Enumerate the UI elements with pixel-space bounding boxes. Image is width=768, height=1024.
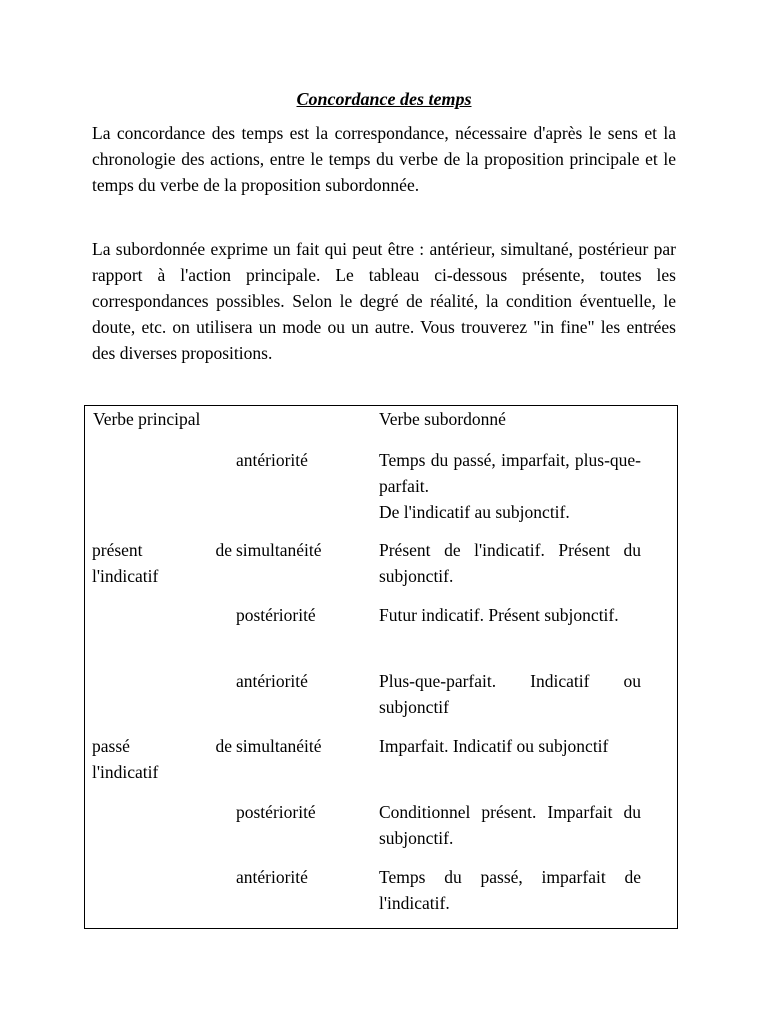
relation-label: simultanéité — [236, 736, 322, 756]
explanation-paragraph: La subordonnée exprime un fait qui peut être : antérieur, simultané, postérieur par rapport à l'action principale. Le tableau ci-dessous présente, toutes les correspondances possibles. Selon le degré de réalité, la condition éventuelle, le doute, etc. on utilisera un mode ou un autre. Vous trouverez "in fine" les entrées des diverses propositions. — [92, 239, 676, 363]
main-verb-line: l'indicatif — [92, 566, 159, 586]
relation-label: postériorité — [236, 605, 316, 625]
main-verb-line: présent de — [92, 540, 232, 560]
subordinate-tense — [379, 447, 641, 525]
page-title: Concordance des temps — [296, 89, 472, 109]
main-verb-line: passé de — [92, 736, 232, 756]
main-verb-line: l'indicatif — [92, 762, 159, 782]
subordinate-tense: Plus-que-parfait. Indicatif ou subjonctif — [379, 671, 641, 717]
intro-paragraph: La concordance des temps est la correspondance, nécessaire d'après le sens et la chronologie des actions, entre le temps du verbe de la proposition principale et le temps du verbe de la proposition subordonnée. — [92, 123, 676, 195]
concordance-table — [84, 405, 678, 929]
header-subordinate-verb: Verbe subordonné — [379, 409, 506, 429]
subordinate-tense-text: Temps du passé, imparfait, plus-que-parfait. — [379, 450, 641, 496]
subordinate-tense-note: De l'indicatif au subjonctif. — [379, 502, 570, 522]
header-main-verb: Verbe principal — [93, 409, 201, 429]
subordinate-tense: Temps du passé, imparfait de l'indicatif. — [379, 867, 641, 913]
relation-label: simultanéité — [236, 540, 322, 560]
main-verb-past — [92, 733, 232, 785]
subordinate-tense: Futur indicatif. Présent subjonctif. — [379, 605, 619, 625]
subordinate-tense: Conditionnel présent. Imparfait du subjonctif. — [379, 802, 641, 848]
relation-label: antériorité — [236, 867, 308, 887]
relation-label: postériorité — [236, 802, 316, 822]
relation-label: antériorité — [236, 671, 308, 691]
relation-label: antériorité — [236, 450, 308, 470]
subordinate-tense: Imparfait. Indicatif ou subjonctif — [379, 736, 609, 756]
main-verb-present — [92, 537, 232, 589]
subordinate-tense: Présent de l'indicatif. Présent du subjonctif. — [379, 540, 641, 586]
